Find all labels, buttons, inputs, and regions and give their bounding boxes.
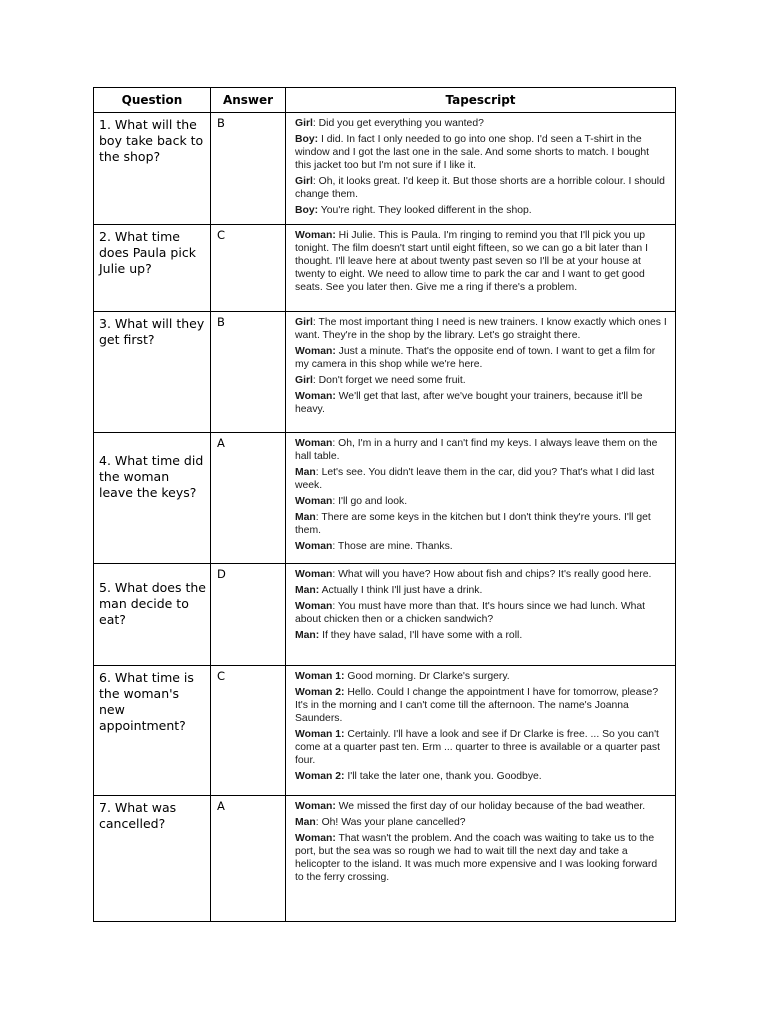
table-row: [94, 796, 676, 922]
tapescript-line: [295, 175, 667, 201]
speaker-label: Woman 2:: [295, 771, 345, 782]
tapescript-cell: [286, 564, 676, 666]
tapescript-line: [295, 495, 667, 508]
question-cell: 6. What time is the woman's new appointment?: [94, 666, 211, 796]
tapescript-line: [295, 770, 667, 783]
quiz-table: [93, 87, 676, 922]
speaker-label: Girl: [295, 118, 313, 129]
table-row: [94, 666, 676, 796]
tapescript-cell: [286, 666, 676, 796]
tapescript-line: [295, 466, 667, 492]
answer-cell: C: [211, 225, 286, 312]
tapescript-line: [295, 374, 667, 387]
line-text: : Those are mine. Thanks.: [332, 541, 453, 552]
line-text: Certainly. I'll have a look and see if Dr Clarke is free. ... So you can't come at a quarter past ten. Erm ... quarter to three is available or a quarter past four.: [295, 729, 661, 766]
line-text: : Did you get everything you wanted?: [312, 118, 484, 129]
tapescript-line: [295, 600, 667, 626]
speaker-label: Man: [295, 817, 316, 828]
speaker-label: Man: [295, 467, 316, 478]
tapescript-line: [295, 568, 667, 581]
line-text: Good morning. Dr Clarke's surgery.: [344, 671, 510, 682]
line-text: Hi Julie. This is Paula. I'm ringing to remind you that I'll pick you up tonight. The film doesn't start until eight fifteen, so we can go a bit later than I thought. I'll leave here at about twenty past seven so I'll be at your house at twenty to eight. We need to allow time to park the car and I want to get good seats. See you later then. Give me a ring if there's a problem.: [295, 230, 648, 293]
speaker-label: Woman 2:: [295, 687, 345, 698]
table-row: [94, 312, 676, 433]
answer-cell: B: [211, 113, 286, 225]
line-text: : The most important thing I need is new trainers. I know exactly which ones I want. They're in the shop by the library. Let's go straight there.: [295, 317, 667, 341]
line-text: : There are some keys in the kitchen but I don't think they're yours. I'll get them.: [295, 512, 651, 536]
table-row: [94, 113, 676, 225]
question-cell: 3. What will they get first?: [94, 312, 211, 433]
answer-cell: D: [211, 564, 286, 666]
line-text: We missed the first day of our holiday because of the bad weather.: [335, 801, 646, 812]
tapescript-cell: [286, 225, 676, 312]
tapescript-line: [295, 686, 667, 725]
speaker-label: Woman:: [295, 391, 336, 402]
tapescript-line: [295, 133, 667, 172]
line-text: Hello. Could I change the appointment I have for tomorrow, please? It's in the morning and I can't come till the afternoon. The name's Joanna Saunders.: [295, 687, 659, 724]
speaker-label: Boy:: [295, 205, 319, 216]
tapescript-line: [295, 117, 667, 130]
speaker-label: Woman: [295, 569, 333, 580]
tapescript-line: [295, 670, 667, 683]
line-text: You're right. They looked different in the shop.: [318, 205, 532, 216]
speaker-label: Woman:: [295, 801, 336, 812]
tapescript-cell: [286, 113, 676, 225]
line-text: That wasn't the problem. And the coach was waiting to take us to the port, but the sea was so rough we had to wait till the next day and take a helicopter to the island. It was much more expensive and I was looking forward to the ferry crossing.: [295, 833, 658, 883]
table-row: [94, 433, 676, 564]
line-text: I'll take the later one, thank you. Goodbye.: [344, 771, 542, 782]
tapescript-line: [295, 540, 667, 553]
speaker-label: Man:: [295, 585, 320, 596]
line-text: If they have salad, I'll have some with a roll.: [319, 630, 523, 641]
tapescript-line: [295, 316, 667, 342]
line-text: : Oh, it looks great. I'd keep it. But those shorts are a horrible colour. I should change them.: [295, 176, 665, 200]
speaker-label: Girl: [295, 176, 313, 187]
line-text: I did. In fact I only needed to go into one shop. I'd seen a T-shirt in the window and I got the last one in the sale. And some shorts to match. I bought this jacket too but I'm not sure if I like it.: [295, 134, 650, 171]
line-text: : Oh! Was your plane cancelled?: [315, 817, 466, 828]
speaker-label: Woman: [295, 541, 333, 552]
speaker-label: Woman:: [295, 833, 336, 844]
speaker-label: Man: [295, 512, 316, 523]
tapescript-line: [295, 390, 667, 416]
speaker-label: Man:: [295, 630, 320, 641]
question-cell: 2. What time does Paula pick Julie up?: [94, 225, 211, 312]
speaker-label: Woman 1:: [295, 671, 345, 682]
tapescript-line: [295, 229, 667, 294]
line-text: : Let's see. You didn't leave them in the car, did you? That's what I did last week.: [295, 467, 655, 491]
tapescript-line: [295, 584, 667, 597]
question-cell: 1. What will the boy take back to the shop?: [94, 113, 211, 225]
answer-cell: A: [211, 796, 286, 922]
speaker-label: Woman 1:: [295, 729, 345, 740]
tapescript-line: [295, 437, 667, 463]
question-cell: 5. What does the man decide to eat?: [94, 564, 211, 666]
speaker-label: Boy:: [295, 134, 319, 145]
speaker-label: Girl: [295, 317, 313, 328]
line-text: : I'll go and look.: [332, 496, 408, 507]
question-header: Question: [94, 88, 211, 113]
tapescript-line: [295, 832, 667, 884]
table-row: [94, 225, 676, 312]
line-text: Just a minute. That's the opposite end of town. I want to get a film for my camera in this shop while we're here.: [295, 346, 656, 370]
line-text: We'll get that last, after we've bought your trainers, because it'll be heavy.: [295, 391, 643, 415]
tapescript-line: [295, 629, 667, 642]
speaker-label: Woman: [295, 601, 333, 612]
answer-cell: B: [211, 312, 286, 433]
tapescript-line: [295, 511, 667, 537]
question-cell: 7. What was cancelled?: [94, 796, 211, 922]
answer-cell: C: [211, 666, 286, 796]
answer-header: Answer: [211, 88, 286, 113]
table-row: [94, 564, 676, 666]
header-row: [94, 88, 676, 113]
speaker-label: Girl: [295, 375, 313, 386]
tapescript-line: [295, 204, 667, 217]
line-text: Actually I think I'll just have a drink.: [319, 585, 483, 596]
speaker-label: Woman: [295, 438, 333, 449]
tapescript-cell: [286, 312, 676, 433]
tapescript-cell: [286, 433, 676, 564]
line-text: : You must have more than that. It's hours since we had lunch. What about chicken then or a chicken sandwich?: [295, 601, 646, 625]
tapescript-cell: [286, 796, 676, 922]
line-text: : Don't forget we need some fruit.: [312, 375, 466, 386]
tapescript-line: [295, 800, 667, 813]
tapescript-line: [295, 816, 667, 829]
question-cell: 4. What time did the woman leave the keys?: [94, 433, 211, 564]
tapescript-line: [295, 728, 667, 767]
speaker-label: Woman:: [295, 346, 336, 357]
tapescript-line: [295, 345, 667, 371]
speaker-label: Woman:: [295, 230, 336, 241]
tapescript-header: Tapescript: [286, 88, 676, 113]
answer-cell: A: [211, 433, 286, 564]
line-text: : What will you have? How about fish and chips? It's really good here.: [332, 569, 652, 580]
speaker-label: Woman: [295, 496, 333, 507]
line-text: : Oh, I'm in a hurry and I can't find my keys. I always leave them on the hall table.: [295, 438, 658, 462]
